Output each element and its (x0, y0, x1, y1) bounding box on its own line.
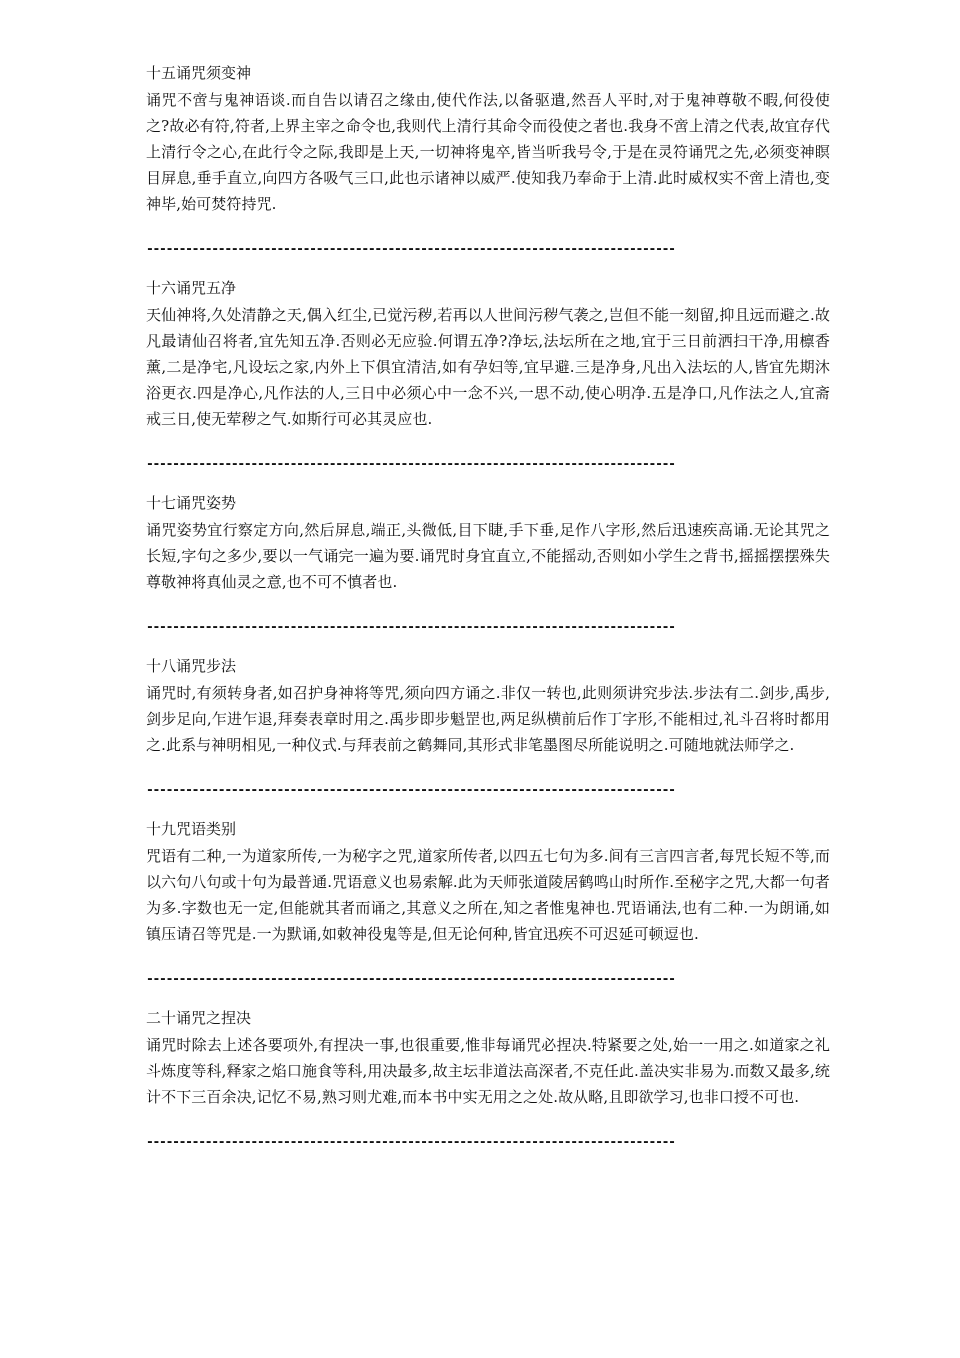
divider: --------------------------------------------------------------------------------- (146, 457, 675, 472)
section-title: 十五诵咒须变神 (146, 64, 252, 82)
section-body: 诵咒时除去上述各要项外,有捏决一事,也很重要,惟非每诵咒必捏决.特紧要之处,始一一用之.如道家之礼斗炼度等科,释家之焰口施食等科,用决最多,故主坛非道法高深者,不克任此.盖决实非易为.而数又最多,统计不下三百余决,记忆不易,熟习则尤难,而本书中实无用之之处.故从略,且即欲学习,也非口授不可也. (146, 1036, 830, 1106)
section-19 (146, 816, 830, 947)
divider: --------------------------------------------------------------------------------- (146, 972, 675, 987)
section-body: 诵咒时,有须转身者,如召护身神将等咒,须向四方诵之.非仅一转也,此则须讲究步法.步法有二.剑步,禹步,剑步足向,乍进乍退,拜奏表章时用之.禹步即步魁罡也,两足纵横前后作丁字形,不能相过,礼斗召将时都用之.此系与神明相见,一种仪式.与拜表前之鹤舞同,其形式非笔墨图尽所能说明之.可随地就法师学之. (146, 684, 830, 754)
section-body: 诵咒不啻与鬼神语谈.而自告以请召之缘由,使代作法,以备驱遣,然吾人平时,对于鬼神尊敬不暇,何役使之?故必有符,符者,上界主宰之命令也,我则代上清行其命令而役使之者也.我身不啻上清之代表,故宜存代上清行令之心,在此行令之际,我即是上天,一切神将鬼卒,皆当听我号令,于是在灵符诵咒之先,必须变神瞑目屏息,垂手直立,向四方各吸气三口,此也示诸神以威严.使知我乃奉命于上清.此时威权实不啻上清也,变神毕,始可焚符持咒. (146, 91, 830, 213)
section-body: 咒语有二种,一为道家所传,一为秘字之咒,道家所传者,以四五七句为多.间有三言四言者,每咒长短不等,而以六句八句或十句为最普通.咒语意义也易索解.此为天师张道陵居鹤鸣山时所作.至秘字之咒,大都一句者为多.字数也无一定,但能就其者而诵之,其意义之所在,知之者惟鬼神也.咒语诵法,也有二种.一为朗诵,如镇压请召等咒是.一为默诵,如敕神役鬼等是,但无论何种,皆宜迅疾不可迟延可顿逗也. (146, 847, 830, 943)
section-body: 天仙神将,久处清静之天,偶入红尘,已觉污秽,若再以人世间污秽气袭之,岂但不能一刻留,抑且远而避之.故凡最请仙召将者,宜先知五净.否则必无应验.何谓五净?净坛,法坛所在之地,宜于三日前洒扫干净,用檩香薰,二是净宅,凡设坛之家,内外上下俱宜清洁,如有孕妇等,宜早避.三是净身,凡出入法坛的人,皆宜先期沐浴更衣.四是净心,凡作法的人,三日中必须心中一念不兴,一思不动,使心明净.五是净口,凡作法之人,宜斋戒三日,使无荤秽之气.如斯行可必其灵应也. (146, 306, 830, 428)
section-title: 十九咒语类别 (146, 820, 237, 838)
section-body: 诵咒姿势宜行察定方向,然后屏息,端正,头微低,目下睫,手下垂,足作八字形,然后迅速疾高诵.无论其咒之长短,字句之多少,要以一气诵完一遍为要.诵咒时身宜直立,不能摇动,否则如小学生之背书,摇摇摆摆殊失尊敬神将真仙灵之意,也不可不慎者也. (146, 521, 830, 591)
section-17 (146, 490, 830, 595)
section-title: 二十诵咒之捏决 (146, 1009, 252, 1027)
divider: --------------------------------------------------------------------------------- (146, 242, 675, 257)
section-20 (146, 1005, 830, 1110)
divider: --------------------------------------------------------------------------------- (146, 620, 675, 635)
section-18 (146, 653, 830, 758)
divider: --------------------------------------------------------------------------------- (146, 1135, 675, 1150)
document-page (146, 60, 830, 1168)
section-title: 十六诵咒五净 (146, 279, 237, 297)
section-15 (146, 60, 830, 217)
section-16 (146, 275, 830, 432)
section-title: 十八诵咒步法 (146, 657, 237, 675)
section-title: 十七诵咒姿势 (146, 494, 237, 512)
divider: --------------------------------------------------------------------------------- (146, 783, 675, 798)
